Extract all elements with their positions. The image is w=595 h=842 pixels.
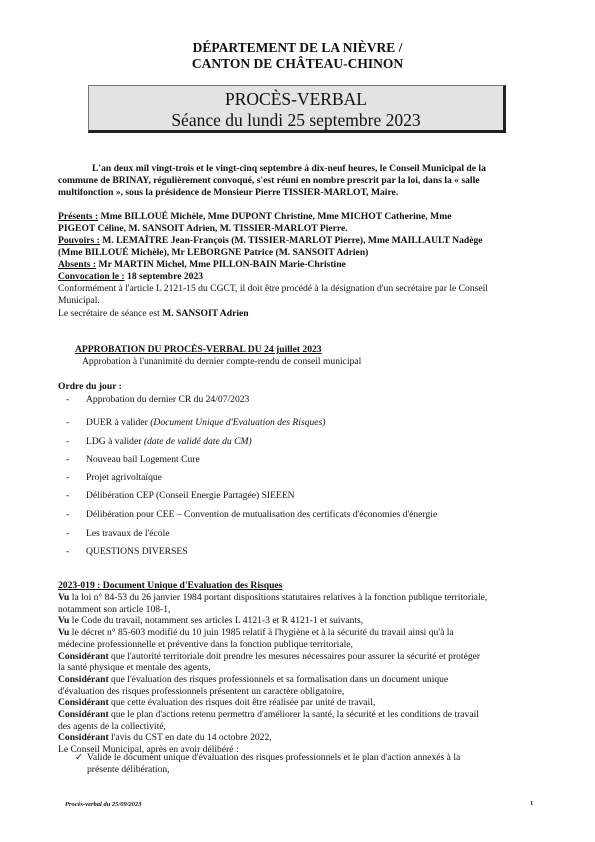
agenda-item (86, 509, 437, 521)
deliberation-line (58, 709, 479, 721)
deliberation-line (58, 697, 375, 709)
deliberation-line (58, 615, 363, 627)
secretary-text: Le secrétaire de séance est (58, 308, 163, 319)
check-line-2: présente délibération, (87, 764, 170, 775)
agenda-item-text: Délibération CEP (Conseil Energie Partagée) SIEEEN (86, 490, 295, 501)
deliberation-line (58, 686, 344, 698)
agenda-bullet: - (66, 546, 70, 557)
deliberation-text: Le Conseil Municipal, après en avoir délibéré : (58, 744, 239, 756)
approval-text: Approbation à l'unanimité du dernier compte-rendu de conseil municipal (82, 356, 362, 367)
deliberation-text: que cette évaluation des risques doit être réalisée par unité de travail, (108, 697, 376, 709)
deliberation-line (58, 662, 211, 674)
agenda-item-text: LDG à valider (86, 436, 144, 447)
deliberation-keyword: Vu (58, 615, 70, 627)
deliberation-line (58, 592, 487, 604)
absents-label: Absents : (58, 259, 97, 270)
absents-line (58, 259, 346, 271)
document-title: PROCÈS-VERBAL (225, 89, 367, 109)
agenda-bullet: - (66, 509, 70, 520)
presents-list: Mme BILLOUÉ Michèle, Mme DUPONT Christine, Mme MICHOT Catherine, Mme (98, 211, 452, 222)
deliberation-line (58, 651, 480, 663)
check-line-1: Valide le document unique d'évaluation des risques professionnels et le plan d'action annexés à la (87, 752, 461, 763)
deliberation-text: la loi n° 84-53 du 26 janvier 1984 portant dispositions statutaires relatives à la fonction publique territoriale, (69, 592, 488, 603)
deliberation-line (58, 604, 170, 616)
intro-line-2: commune de BRINAY, régulièrement convoqué, s'est réuni en nombre prescrit par la loi, dans la « salle (58, 175, 480, 186)
check-icon: ✓ (75, 752, 84, 763)
approval-heading: APPROBATION DU PROCÈS-VERBAL DU 24 juillet 2023 (75, 344, 322, 355)
intro-line-3: multifonction », sous la présidence de Monsieur Pierre TISSIER-MARLOT, Maire. (58, 187, 399, 198)
session-date: Séance du lundi 25 septembre 2023 (171, 110, 421, 130)
agenda-item (86, 528, 170, 540)
deliberation-keyword: Considérant (58, 709, 109, 720)
absents-list: Mr MARTIN Michel, Mme PILLON-BAIN Marie-Christine (96, 259, 346, 270)
presents-label: Présents : (58, 211, 99, 222)
secretary-line-2: Municipal. (58, 295, 100, 306)
agenda-item-text: Les travaux de l'école (86, 528, 170, 539)
deliberation-text: que le plan d'actions retenu permettra d'améliorer la santé, la sécurité et les conditions de travail (108, 709, 479, 720)
title-box (88, 85, 506, 133)
deliberation-text: la santé physique et mentale des agents, (58, 662, 211, 674)
agenda-item-text: Nouveau bail Logement Cure (86, 454, 200, 465)
footer-label: Procès-verbal du 25/09/2023 (65, 801, 142, 808)
deliberation-line (58, 674, 448, 686)
agenda-item-text: Délibération pour CEE – Convention de mutualisation des certificats d'économies d'énergie (86, 509, 438, 520)
secretary-line-1: Conformément à l'article L 2121-15 du CGCT, il doit être procédé à la désignation d'un secrétaire par le Conseil (58, 283, 488, 294)
agenda-item (86, 454, 200, 466)
deliberation-line (58, 639, 353, 651)
deliberation-keyword: Vu (58, 627, 70, 639)
deliberation-text: des agents de la collectivité, (58, 720, 166, 732)
agenda-item (86, 417, 325, 429)
deliberation-text: que l'évaluation des risques professionnels et sa formalisation dans un document unique (108, 673, 449, 685)
agenda-bullet: - (66, 417, 70, 428)
agenda-item (86, 394, 249, 406)
agenda-item (86, 490, 295, 502)
agenda-bullet: - (66, 490, 70, 501)
agenda-bullet: - (66, 454, 70, 465)
page-number: 1 (530, 800, 534, 807)
deliberation-keyword: Considérant (58, 697, 109, 709)
agenda-item-text: DUER à valider (86, 417, 151, 428)
agenda-heading: Ordre du jour : (58, 381, 122, 392)
secretary-line-3 (58, 308, 249, 320)
pouvoirs-label: Pouvoirs : (58, 235, 100, 246)
deliberation-line (58, 627, 454, 639)
deliberation-text: que l'autorité territoriale doit prendre les mesures nécessaires pour assurer la sécurité et protéger (108, 650, 481, 662)
deliberation-text: notamment son article 108-1, (58, 603, 171, 615)
deliberation-text: d'évaluation des risques professionnels présentent un caractère obligatoire, (58, 685, 345, 697)
agenda-item-text: Approbation du dernier CR du 24/07/2023 (86, 394, 250, 405)
deliberation-keyword: Considérant (58, 650, 109, 662)
deliberation-text: médecine professionnelle et préventive dans la fonction publique territoriale, (58, 638, 353, 650)
agenda-item-note: (Document Unique d'Evaluation des Risques) (150, 417, 326, 428)
convocation-line (58, 271, 203, 283)
deliberation-line (58, 721, 166, 733)
presents-line (58, 211, 451, 223)
deliberation-keyword: Considérant (58, 673, 109, 685)
deliberation-keyword: Vu (58, 592, 70, 603)
department-header: DÉPARTEMENT DE LA NIÈVRE / (192, 40, 403, 55)
agenda-bullet: - (66, 436, 70, 447)
agenda-item (86, 472, 162, 484)
pouvoirs-list: M. LEMAÎTRE Jean-François (M. TISSIER-MARLOT Pierre), Mme MAILLAULT Nadège (99, 235, 483, 246)
agenda-item-text: Projet agrivoltaïque (86, 472, 162, 483)
pouvoirs-line (58, 235, 483, 247)
deliberation-line (58, 732, 272, 744)
deliberation-keyword: Considérant (58, 732, 109, 744)
agenda-bullet: - (66, 528, 70, 539)
agenda-bullet: - (66, 472, 70, 483)
secretary-name: M. SANSOIT Adrien (162, 308, 249, 319)
intro-line-1: L'an deux mil vingt-trois et le vingt-cinq septembre à dix-neuf heures, le Conseil Municipal de la (92, 163, 486, 174)
deliberation-text: l'avis du CST en date du 14 octobre 2022, (108, 732, 272, 744)
deliberation-text: le Code du travail, notamment ses articles L 4121-3 et R 4121-1 et suivants, (69, 615, 364, 627)
agenda-item-note: (date de validé date du CM) (143, 436, 252, 447)
deliberation-heading: 2023-019 : Document Unique d'Evaluation des Risques (58, 580, 283, 591)
convocation-label: Convocation le : (58, 271, 125, 282)
agenda-item (86, 546, 188, 558)
agenda-item-text: QUESTIONS DIVERSES (86, 546, 188, 557)
pouvoirs-list-cont: (Mme BILLOUÉ Michèle), Mr LEBORGNE Patrice (M. SANSOIT Adrien) (58, 247, 369, 258)
agenda-item (86, 436, 252, 448)
agenda-bullet: - (66, 394, 70, 405)
convocation-date: 18 septembre 2023 (124, 271, 204, 282)
presents-list-cont: PIGEOT Céline, M. SANSOIT Adrien, M. TISSIER-MARLOT Pierre. (58, 223, 348, 234)
canton-header: CANTON DE CHÂTEAU-CHINON (191, 56, 404, 71)
deliberation-text: le décret n° 85-603 modifié du 10 juin 1985 relatif à l'hygiène et à la sécurité du travail ainsi qu'à la (69, 627, 454, 639)
